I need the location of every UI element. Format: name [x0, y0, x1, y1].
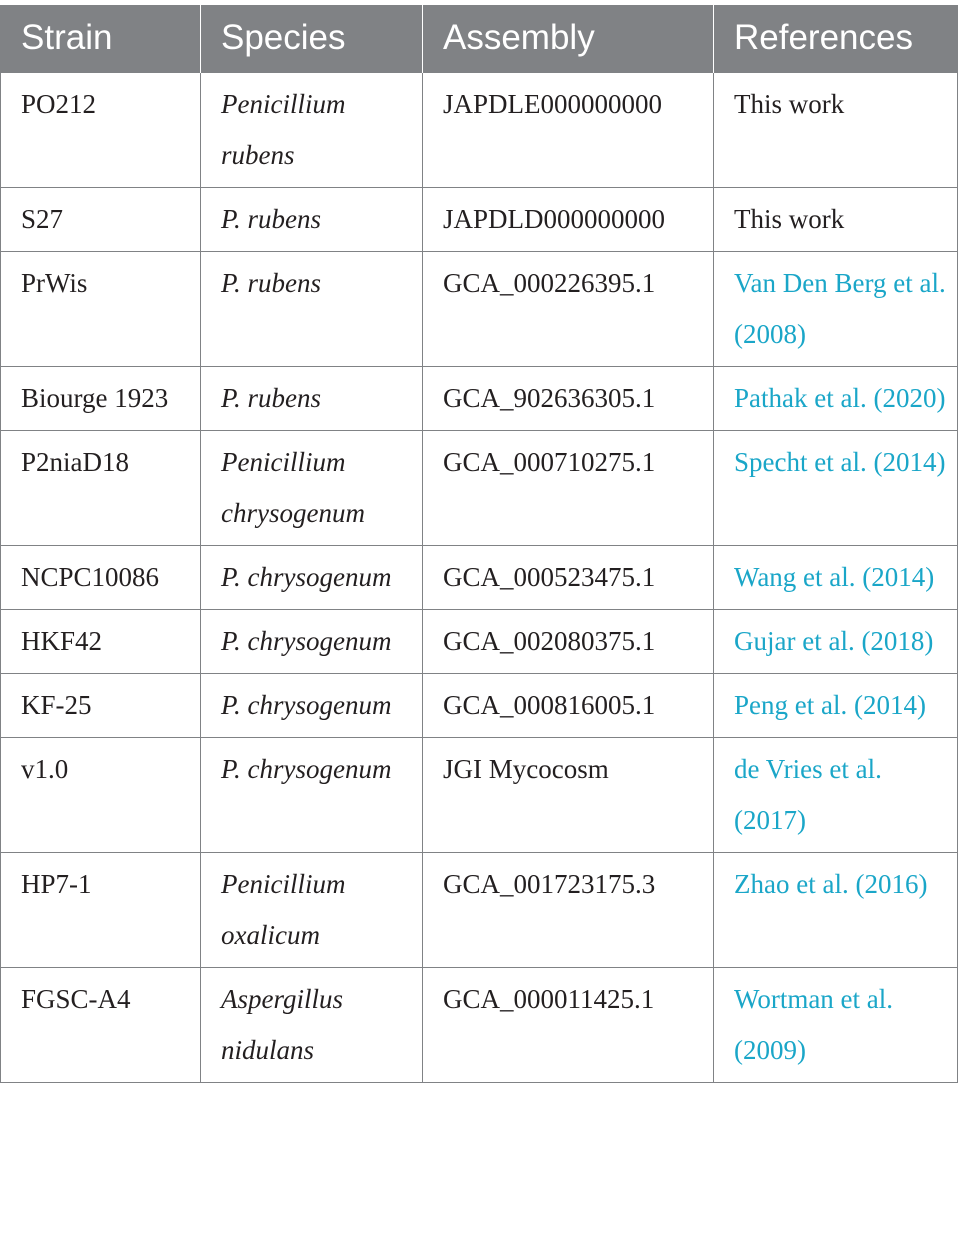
cell-assembly: JGI Mycocosm	[423, 737, 714, 852]
reference-link[interactable]: Specht et al. (2014)	[714, 430, 958, 545]
reference-link[interactable]: Wortman et al. (2009)	[714, 967, 958, 1082]
reference-link[interactable]: Wang et al. (2014)	[714, 545, 958, 609]
cell-assembly: JAPDLD000000000	[423, 187, 714, 251]
cell-species: P. rubens	[201, 366, 423, 430]
table-row	[1, 251, 958, 366]
cell-assembly: JAPDLE000000000	[423, 72, 714, 187]
cell-assembly: GCA_902636305.1	[423, 366, 714, 430]
cell-species: P. chrysogenum	[201, 737, 423, 852]
cell-species: P. rubens	[201, 187, 423, 251]
table-row	[1, 366, 958, 430]
cell-assembly: GCA_000226395.1	[423, 251, 714, 366]
cell-strain: HP7-1	[1, 852, 201, 967]
reference-link[interactable]: Gujar et al. (2018)	[714, 609, 958, 673]
table-row	[1, 545, 958, 609]
cell-reference: This work	[714, 72, 958, 187]
cell-strain: FGSC-A4	[1, 967, 201, 1082]
table-row	[1, 430, 958, 545]
table-row	[1, 673, 958, 737]
strains-table	[0, 5, 958, 1083]
column-header-species: Species	[201, 5, 423, 72]
table-row	[1, 967, 958, 1082]
column-header-references: References	[714, 5, 958, 72]
column-header-assembly: Assembly	[423, 5, 714, 72]
cell-species: P. chrysogenum	[201, 545, 423, 609]
table-row	[1, 72, 958, 187]
cell-strain: PO212	[1, 72, 201, 187]
cell-species: Penicillium rubens	[201, 72, 423, 187]
cell-assembly: GCA_001723175.3	[423, 852, 714, 967]
table-row	[1, 852, 958, 967]
reference-link[interactable]: Pathak et al. (2020)	[714, 366, 958, 430]
cell-assembly: GCA_000011425.1	[423, 967, 714, 1082]
cell-strain: Biourge 1923	[1, 366, 201, 430]
reference-link[interactable]: de Vries et al. (2017)	[714, 737, 958, 852]
cell-strain: P2niaD18	[1, 430, 201, 545]
cell-species: P. chrysogenum	[201, 609, 423, 673]
table-row	[1, 737, 958, 852]
cell-assembly: GCA_002080375.1	[423, 609, 714, 673]
column-header-strain: Strain	[1, 5, 201, 72]
cell-strain: S27	[1, 187, 201, 251]
table-row	[1, 609, 958, 673]
cell-assembly: GCA_000523475.1	[423, 545, 714, 609]
reference-link[interactable]: Peng et al. (2014)	[714, 673, 958, 737]
cell-species: Aspergillus nidulans	[201, 967, 423, 1082]
cell-reference: This work	[714, 187, 958, 251]
cell-strain: HKF42	[1, 609, 201, 673]
table-header-row	[1, 5, 958, 72]
cell-strain: PrWis	[1, 251, 201, 366]
cell-species: Penicillium chrysogenum	[201, 430, 423, 545]
cell-strain: v1.0	[1, 737, 201, 852]
cell-species: Penicillium oxalicum	[201, 852, 423, 967]
table-row	[1, 187, 958, 251]
cell-assembly: GCA_000710275.1	[423, 430, 714, 545]
table-body	[1, 72, 958, 1082]
reference-link[interactable]: Zhao et al. (2016)	[714, 852, 958, 967]
cell-species: P. rubens	[201, 251, 423, 366]
cell-species: P. chrysogenum	[201, 673, 423, 737]
reference-link[interactable]: Van Den Berg et al. (2008)	[714, 251, 958, 366]
cell-strain: NCPC10086	[1, 545, 201, 609]
cell-assembly: GCA_000816005.1	[423, 673, 714, 737]
cell-strain: KF-25	[1, 673, 201, 737]
